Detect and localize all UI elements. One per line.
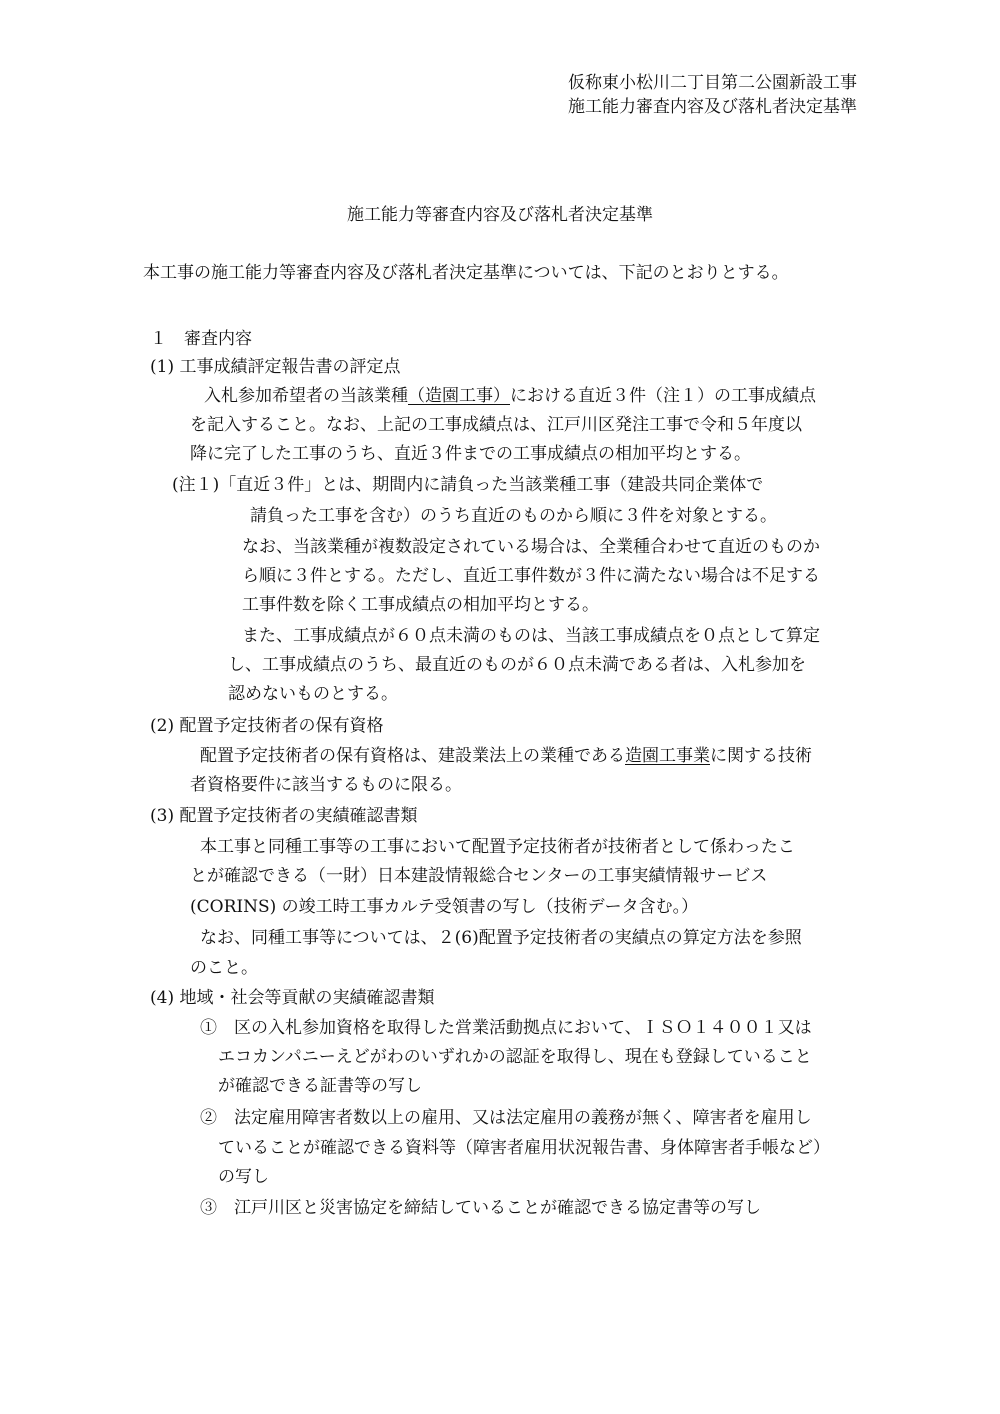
item-4-circle-1-line-1: ① 区の入札参加資格を取得した営業活動拠点において、ＩＳＯ１４００１又は [200,1018,812,1038]
item-1-para-line-3: 降に完了した工事のうち、直近３件までの工事成績点の相加平均とする。 [190,444,751,464]
item-3-para-line-1: 本工事と同種工事等の工事において配置予定技術者が技術者として係わったこ [200,837,795,857]
item-3-para-line-3: (CORINS) の竣工時工事カルテ受領書の写し（技術データ含む。） [190,897,699,917]
item-4-circle-1-line-2: エコカンパニーえどがわのいずれかの認証を取得し、現在も登録していること [218,1047,812,1067]
note-1-line-8: 認めないものとする。 [228,684,398,704]
item-4-heading: (4) 地域・社会等貢献の実績確認書類 [150,988,435,1008]
note-1-line-5: 工事件数を除く工事成績点の相加平均とする。 [242,595,599,615]
intro-paragraph: 本工事の施工能力等審査内容及び落札者決定基準については、下記のとおりとする。 [143,263,789,283]
item-3-para-line-2: とが確認できる（一財）日本建設情報総合センターの工事実績情報サービス [190,866,768,886]
item-2-para-line-1: 配置予定技術者の保有資格は、建設業法上の業種である造園工事業に関する技術 [200,746,812,766]
item-4-circle-2-line-3: の写し [218,1167,269,1187]
note-1-line-7: し、工事成績点のうち、最直近のものが６０点未満である者は、入札参加を [228,655,806,675]
document-title: 施工能力等審査内容及び落札者決定基準 [347,205,653,225]
item-4-circle-2-line-1: ② 法定雇用障害者数以上の雇用、又は法定雇用の義務が無く、障害者を雇用し [200,1108,812,1128]
item-4-circle-3-line-1: ③ 江戸川区と災害協定を締結していることが確認できる協定書等の写し [200,1198,761,1218]
item-1-para-line-1: 入札参加希望者の当該業種（造園工事）における直近３件（注１）の工事成績点 [204,386,816,406]
note-1-line-4: ら順に３件とする。ただし、直近工事件数が３件に満たない場合は不足する [242,566,820,586]
item-3-heading: (3) 配置予定技術者の実績確認書類 [150,806,418,826]
item-2-para-line-2: 者資格要件に該当するものに限る。 [190,775,462,795]
item-4-circle-2-line-2: ていることが確認できる資料等（障害者雇用状況報告書、身体障害者手帳など） [218,1138,830,1158]
item-3-para-line-5: のこと。 [190,958,258,978]
item-1-heading: (1) 工事成績評定報告書の評定点 [150,357,401,377]
header-project-name: 仮称東小松川二丁目第二公園新設工事 [568,73,857,93]
note-1-line-6: また、工事成績点が６０点未満のものは、当該工事成績点を０点として算定 [242,626,820,646]
item-1-para-line-2: を記入すること。なお、上記の工事成績点は、江戸川区発注工事で令和５年度以 [190,415,802,435]
note-1-line-3: なお、当該業種が複数設定されている場合は、全業種合わせて直近のものか [242,537,820,557]
item-4-circle-1-line-3: が確認できる証書等の写し [218,1076,422,1096]
item-3-para-line-4: なお、同種工事等については、２(6)配置予定技術者の実績点の算定方法を参照 [200,928,802,948]
section-1-heading: １ 審査内容 [150,329,252,349]
note-1-line-1: (注１)「直近３件」とは、期間内に請負った当該業種工事（建設共同企業体で [172,475,764,495]
underlined-trade-business: 造園工事業 [625,746,710,766]
underlined-trade: （造園工事） [408,386,510,406]
header-subtitle: 施工能力審査内容及び落札者決定基準 [568,97,857,117]
item-2-heading: (2) 配置予定技術者の保有資格 [150,716,384,736]
note-1-line-2: 請負った工事を含む）のうち直近のものから順に３件を対象とする。 [250,506,777,526]
